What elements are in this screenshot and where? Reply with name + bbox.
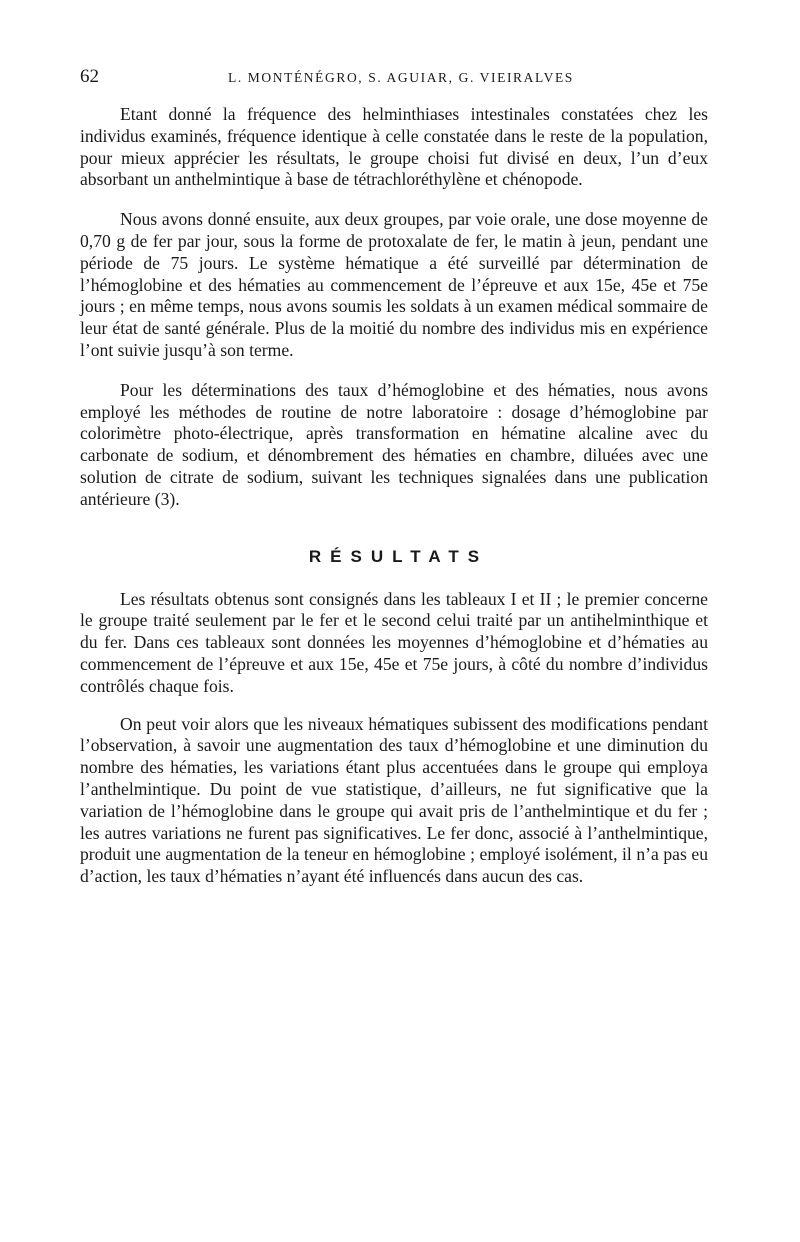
running-header bbox=[80, 66, 720, 90]
paragraph-methods: Pour les déterminations des taux d’hémoglobine et des hématies, nous avons employé les méthodes de routine de notre laboratoire : dosage d’hémoglobine par colorimètre photo-électrique, après transformation en hématine alcaline avec du carbonate de sodium, et dénombrement des hématies en chambre, diluées avec une solution de citrate de sodium, suivant les techniques signalées dans une publication antérieure (3). bbox=[80, 379, 708, 509]
body-text bbox=[80, 104, 708, 906]
running-head-authors: L. MONTÉNÉGRO, S. AGUIAR, G. VIEIRALVES bbox=[228, 70, 574, 85]
paragraph-helminthiases: Etant donné la fréquence des helminthiases intestinales constatées chez les individus examinés, fréquence identique à celle constatée dans le reste de la population, pour mieux apprécier les résultats, le groupe choisi fut divisé en deux, l’un d’eux absorbant un anthelmintique à base de tétrachloréthylène et chénopode. bbox=[80, 104, 708, 190]
paragraph-iron-dose: Nous avons donné ensuite, aux deux groupes, par voie orale, une dose moyenne de 0,70 g de fer par jour, sous la forme de protoxalate de fer, le matin à jeun, pendant une période de 75 jours. Le système hématique a été surveillé par détermination de l’hémoglobine et des hématies au commencement de l’épreuve et aux 15e, 45e et 75e jours ; en même temps, nous avons soumis les soldats à un examen médical sommaire de leur état de santé générale. Plus de la moitié du nombre des individus mis en expérience l’ont suivie jusqu’à son terme. bbox=[80, 209, 708, 360]
section-heading-resultats: RÉSULTATS bbox=[308, 546, 489, 566]
page-number: 62 bbox=[80, 66, 99, 87]
paragraph-results-tables: Les résultats obtenus sont consignés dans les tableaux I et II ; le premier concerne le groupe traité seulement par le fer et le second celui traité par un antihelminthique et du fer. Dans ces tableaux sont données les moyennes d’hémoglobine et d’hématies au commencement de l’épreuve et aux 15e, 45e et 75e jours, à côté du nombre d’individus contrôlés chaque fois. bbox=[80, 588, 708, 696]
paragraph-results-discussion: On peut voir alors que les niveaux hématiques subissent des modifications pendant l’observation, à savoir une augmentation des taux d’hémoglobine et une diminution du nombre des hématies, les variations étant plus accentuées dans le groupe qui employa l’anthelmintique. Du point de vue statistique, d’ailleurs, ne fut significative que la variation de l’hémoglobine dans le groupe qui avait pris de l’anthelmintique et du fer ; les autres variations ne furent pas significatives. Le fer donc, associé à l’anthelmintique, produit une augmentation de la teneur en hémoglobine ; employé isolément, il n’a pas eu d’action, les taux d’hématies n’ayant été influencés dans aucun des cas. bbox=[80, 713, 708, 887]
